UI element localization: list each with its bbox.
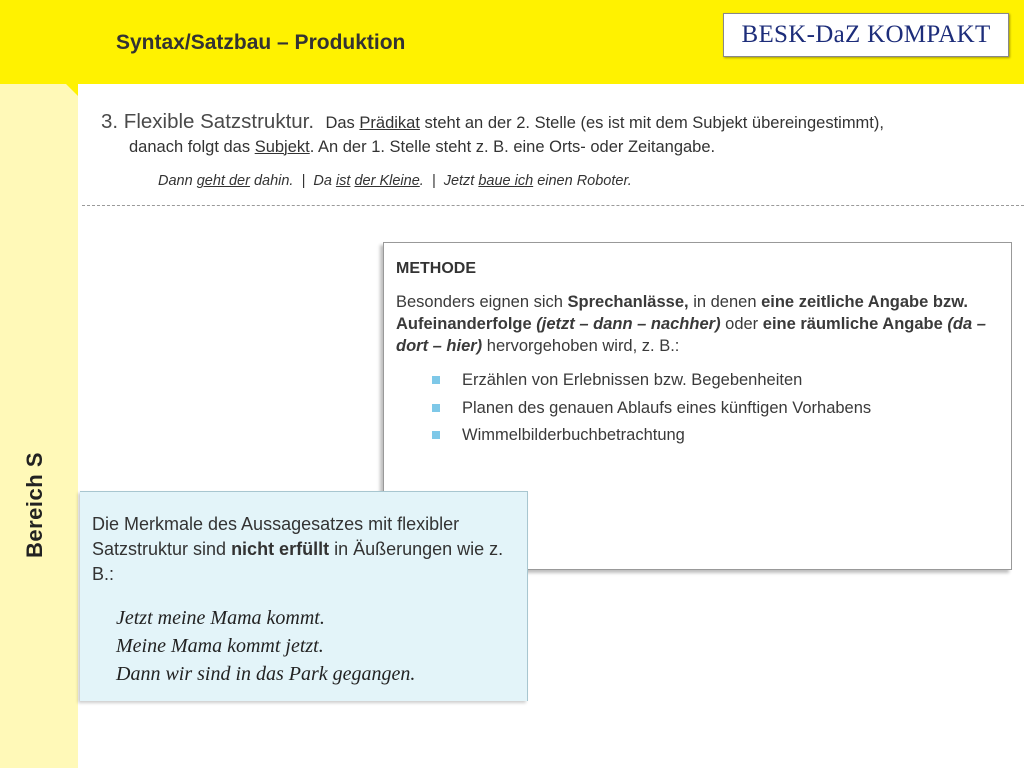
dashed-divider — [82, 205, 1024, 206]
term-subjekt: Subjekt — [254, 138, 310, 156]
sidebar — [0, 84, 78, 768]
example-box-text: Die Merkmale des Aussagesatzes mit flexibler Satzstruktur sind nicht erfüllt in Äußerungen wie z. B.: — [92, 514, 504, 584]
header-bar — [0, 0, 1024, 84]
list-item: Erzählen von Erlebnissen bzw. Begebenheiten — [432, 371, 871, 399]
section-heading — [101, 110, 884, 134]
section-text-line1: Das Prädikat steht an der 2. Stelle (es ist mit dem Subjekt übereingestimmt), — [325, 114, 884, 132]
page-title: Syntax/Satzbau – Produktion — [116, 31, 406, 54]
brand-label: BESK-DaZ KOMPAKT — [723, 13, 1009, 57]
utterance: Meine Mama kommt jetzt. — [116, 635, 324, 657]
section-text-line2: danach folgt das Subjekt. An der 1. Stelle steht z. B. eine Orts- oder Zeitangabe. — [129, 138, 716, 156]
utterance: Jetzt meine Mama kommt. — [116, 607, 325, 629]
example-box — [80, 491, 528, 701]
square-bullet-icon — [432, 376, 440, 384]
method-list — [432, 371, 871, 454]
utterance: Dann wir sind in das Park gegangen. — [116, 663, 416, 685]
example-utterances — [116, 604, 415, 688]
corner-decoration — [54, 72, 78, 96]
square-bullet-icon — [432, 431, 440, 439]
example-sentences: Dann geht der dahin. | Da ist der Kleine. | Jetzt baue ich einen Roboter. — [158, 173, 632, 189]
method-title: METHODE — [396, 260, 476, 277]
list-item: Planen des genauen Ablaufs eines künftigen Vorhabens — [432, 399, 871, 427]
sidebar-section-label: Bereich S — [22, 452, 47, 558]
section-title: 3. Flexible Satzstruktur. — [101, 110, 315, 133]
square-bullet-icon — [432, 404, 440, 412]
method-description: Besonders eignen sich Sprechanlässe, in denen eine zeitliche Angabe bzw. Aufeinanderfolge (jetzt – dann – nachher) oder eine räumliche Angabe (da – dort – hier) hervorgehoben wird, z. B.: — [396, 293, 986, 355]
list-item: Wimmelbilderbuchbetrachtung — [432, 426, 871, 454]
term-praedikat: Prädikat — [359, 114, 420, 132]
